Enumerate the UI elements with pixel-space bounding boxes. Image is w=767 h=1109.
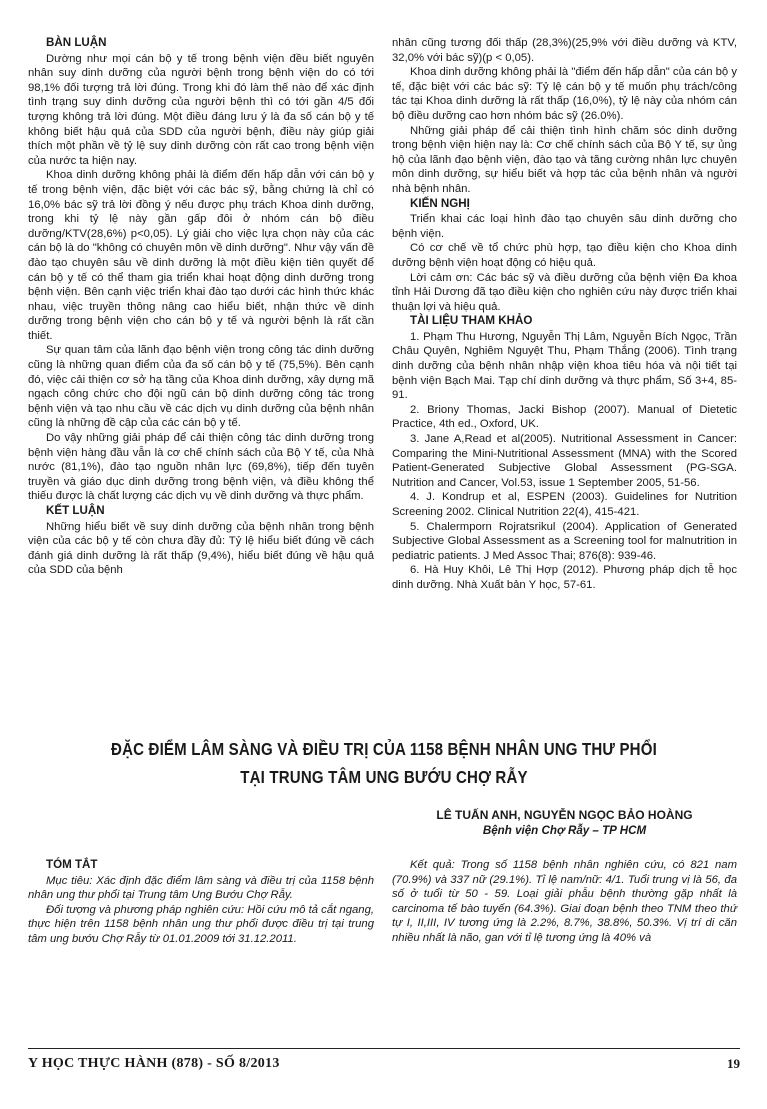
discussion-paragraph: Do vậy những giải pháp để cải thiện công tác dinh dưỡng trong bệnh viện hàng đầu vẫn là cơ chế chính sách của Bộ Y tế, của Nhà nước (81,1%), đào tạo nguồn nhân lực (69,8%), tiếp đến tuyên truyền và giáo dục dinh dưỡng trong bệnh viện, và điều không thể thiếu được là chất lượng các dịch vụ về dinh dưỡng và thực phẩm.: [28, 432, 374, 503]
right-column: [392, 36, 737, 593]
reference-item: 2. Briony Thomas, Jacki Bishop (2007). Manual of Dietetic Practice, 4th ed., Oxford, UK.: [392, 403, 737, 431]
journal-footer: Y HỌC THỰC HÀNH (878) - SỐ 8/2013: [28, 1056, 280, 1071]
continued-paragraph: nhân cũng tương đối thấp (28,3%)(25,9% với điều dưỡng và KTV, 32,0% với bác sỹ)(p < 0,05).: [392, 37, 737, 64]
discussion-paragraph: Dường như mọi cán bộ y tế trong bệnh viện đều biết nguyên nhân suy dinh dưỡng của người bệnh trong bệnh viện do có tới 98,1% đối tượng trả lời đúng. Trong khi đó làm thế nào để xác định tình trạng suy dinh dưỡng của người bệnh thì có tới gần 4/5 đối tượng không trả lời đúng. Một điều đáng lưu ý là đa số cán bộ y tế không biết hậu quả của SDD của người bệnh, điều này giúp giải thích một phần về tỷ lệ suy dinh dưỡng còn rất cao trong bệnh viện của nước ta hiện nay.: [28, 52, 374, 167]
conclusion-paragraph: Khoa dinh dưỡng không phải là "điểm đến hấp dẫn" của cán bộ y tế, đặc biệt với các bác sỹ: Tỷ lệ cán bộ y tế muốn phụ trách/công tác tại Khoa dinh dưỡng là rất thấp (16,0%), tỷ lệ này của nhóm cán bộ điều dưỡng cao hơn nhóm bác sỹ (26.0%).: [392, 66, 737, 122]
article-title-line: ĐẶC ĐIỂM LÂM SÀNG VÀ ĐIỀU TRỊ CỦA 1158 BỆNH NHÂN UNG THƯ PHỔI: [111, 739, 657, 759]
conclusion-heading: KẾT LUẬN: [46, 504, 105, 517]
summary-paragraph: Mục tiêu: Xác định đặc điểm lâm sàng và điều trị của 1158 bệnh nhân ung thư phổi tại Trung tâm Ung Bướu Chợ Rẫy.: [28, 874, 374, 902]
author-names: LÊ TUẤN ANH, NGUYỄN NGỌC BẢO HOÀNG: [436, 808, 693, 822]
reference-item: 3. Jane A,Read et al(2005). Nutritional Assessment in Cancer: Comparing the Mini-Nutritional Assessment (MNA) with the Scored Patient-Generated Subjective Global Assessment (PG-SGA. Nutrition and Cancer, Vol.53, issue 1 September 2005, 51-56.: [392, 433, 737, 489]
reference-list: [392, 330, 737, 593]
summary-paragraph: Kết quả: Trong số 1158 bệnh nhân nghiên cứu, có 821 nam (70.9%) và 337 nữ (29.1%). Tỉ lệ nam/nữ: 4/1. Tuổi trung vị là 56, đa số ở tuổi từ 50 - 59. Loại giải phẫu bệnh thường gặp nhất là carcinoma tế bào tuyến (64.3%). Giai đoạn bệnh theo TNM theo thứ tự I, II,III, IV tương ứng là 2.2%, 8.7%, 38.8%, 50.3%. Vị trí di căn nhiều nhất là não, gan với tỉ lệ tương ứng là 40% và: [392, 859, 737, 944]
footer-divider: [28, 1048, 740, 1049]
summary-left: [28, 858, 374, 947]
recommendation-paragraph: Có cơ chế về tổ chức phù hợp, tạo điều kiện cho Khoa dinh dưỡng bệnh viện hoạt động có hiệu quả.: [392, 242, 737, 269]
author-affiliation: Bệnh viện Chợ Rẫy – TP HCM: [482, 824, 647, 837]
summary-paragraph: Đối tượng và phương pháp nghiên cứu: Hồi cứu mô tả cắt ngang, thực hiện trên 1158 bệnh nhân ung thư phổi được điều trị tại trung tâm ung bướu Chợ Rẫy từ 01.01.2009 tới 31.12.2011.: [28, 903, 374, 945]
discussion-paragraph: Sự quan tâm của lãnh đạo bệnh viện trong công tác dinh dưỡng cũng là những quan điểm của đa số cán bộ y tế (75,5%). Bên cạnh đó, việc cải thiện cơ sở hạ tầng của Khoa dinh dưỡng, xây dựng mã ngạch công chức cho đội ngũ cán bộ dinh dưỡng công tác trong bệnh viện và tạo nhu cầu về các dịch vụ dinh dưỡng của bệnh nhân cũng là những đề cập của các cán bộ y tế.: [28, 344, 374, 430]
summary-right: [392, 858, 737, 946]
summary-heading: TÓM TẮT: [46, 858, 98, 871]
discussion-heading: BÀN LUẬN: [46, 36, 107, 49]
reference-item: 1. Phạm Thu Hương, Nguyễn Thị Lâm, Nguyễn Bích Ngọc, Trần Châu Quyên, Nghiêm Nguyệt Thu, Phạm Thắng (2006). Tình trạng dinh dưỡng của bệnh nhân nhập viện khoa tiêu hóa và nội tiết tại bệnh viện Bạch Mai. Tạp chí dinh dưỡng và thực phẩm, Số 3+4, 85-91.: [392, 330, 737, 402]
page-number: 19: [727, 1056, 740, 1071]
reference-item: 5. Chalermporn Rojratsrikul (2004). Application of Generated Subjective Global Assessment as a Screening tool for malnutrition in pediatric patients. J Med Assoc Thai; 876(8): 939-46.: [392, 520, 737, 562]
article-title-line: TẠI TRUNG TÂM UNG BƯỚU CHỢ RẪY: [240, 767, 528, 787]
recommendation-paragraph: Triển khai các loại hình đào tạo chuyên sâu dinh dưỡng cho bệnh viện.: [392, 213, 737, 240]
recommendation-heading: KIẾN NGHỊ: [410, 196, 470, 210]
article-title: [28, 735, 740, 791]
reference-item: 6. Hà Huy Khôi, Lê Thị Hợp (2012). Phương pháp dịch tễ học dinh dưỡng. Nhà Xuất bản Y học, 57-61.: [392, 564, 737, 591]
acknowledgement-paragraph: Lời cảm ơn: Các bác sỹ và điều dưỡng của bệnh viện Đa khoa tỉnh Hải Dương đã tạo điều kiện cho nghiên cứu này được triển khai thuận lợi và hiệu quả.: [392, 271, 737, 313]
author-block: [392, 808, 737, 837]
references-heading: TÀI LIỆU THAM KHẢO: [410, 314, 533, 328]
reference-item: 4. J. Kondrup et al, ESPEN (2003). Guidelines for Nutrition Screening 2002. Clinical Nutrition 22(4), 415-421.: [392, 491, 737, 518]
left-column: [28, 36, 374, 578]
discussion-paragraph: Khoa dinh dưỡng không phải là điểm đến hấp dẫn với cán bộ y tế trong bệnh viện, đặc biệt với các bác sỹ, bằng chứng là chỉ có 16,0% bác sỹ trả lời đồng ý nếu được phụ trách Khoa dinh dưỡng, trong khi tỷ lệ này gần gấp đôi ở nhóm cán bộ điều dưỡng/KTV(28,6%) p<0,05). Lý giải cho việc lựa chọn này của các cán bộ là do "không có chuyên môn về dinh dưỡng". Như vậy vấn đề đào tạo chuyên sâu về dinh dưỡng là một điều kiện tiên quyết để cán bộ y tế có thể tham gia triển khai hoạt động dinh dưỡng trong bệnh viện. Bên cạnh việc triển khai đào tạo dưới các hình thức khác nhau, việc truyền thông nâng cao hiểu biết, nhận thức về dinh dưỡng trong bệnh viện cho cán bộ y tế và người bệnh là rất cần thiết.: [28, 169, 374, 342]
conclusion-paragraph: Những hiểu biết về suy dinh dưỡng của bệnh nhân trong bệnh viện của các bộ y tế còn chưa đầy đủ: Tỷ lệ hiểu biết đúng về cách đánh giá dinh dưỡng là rất thấp (9,4%), hiểu biết đúng về hậu quả của SDD của bệnh: [28, 520, 374, 577]
conclusion-paragraph: Những giải pháp để cải thiện tình hình chăm sóc dinh dưỡng trong bệnh viện hiện nay là: Cơ chế chính sách của Bộ Y tế, sự ủng hộ của lãnh đạo bệnh viện, đào tạo và tăng cường nhân lực chuyên môn dinh dưỡng, sự hiểu biết và hợp tác của bệnh nhân và người nhà bệnh nhân.: [392, 124, 737, 195]
